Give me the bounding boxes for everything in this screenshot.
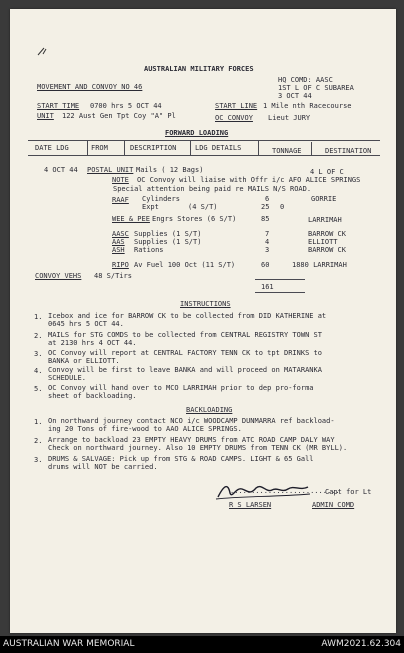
row-from: POSTAL UNIT	[87, 166, 134, 174]
convoy-vehs-value: 48 S/Tirs	[94, 272, 132, 280]
instruction-line: at 2130 hrs 4 OCT 44.	[48, 339, 137, 347]
backloading-line: drums will NOT be carried.	[48, 463, 158, 471]
unit-value: 122 Aust Gen Tpt Coy "A" Pl	[62, 112, 176, 120]
footer-institution: AUSTRALIAN WAR MEMORIAL	[3, 639, 135, 649]
row-tonnage: 4	[265, 238, 270, 246]
backloading-heading: BACKLOADING	[186, 406, 233, 414]
document-sheet	[10, 9, 396, 633]
row-description: Mails ( 12 Bags)	[136, 166, 204, 174]
row-tonnage: 3	[265, 246, 270, 254]
backloading-line: Arrange to backload 23 EMPTY HEAVY DRUMS from ATC ROAD CAMP DALY WAY	[48, 436, 335, 444]
table-top-rule	[28, 140, 380, 141]
instruction-line: Convoy will be first to leave BANKA and will proceed on MATARANKA	[48, 366, 322, 374]
instruction-line: sheet of backloading.	[48, 392, 137, 400]
row-tonnage: 85	[261, 215, 270, 223]
row-from: AAS	[112, 238, 125, 246]
note-text-2: Special attention being paid re MAILS N/S ROAD.	[113, 185, 312, 193]
row-description: Rations	[134, 246, 164, 254]
oc-convoy-label: OC CONVOY	[215, 114, 253, 122]
signature-name: R S LARSEN	[229, 501, 272, 509]
col-header-tonnage: TONNAGE	[272, 147, 302, 155]
row-description: Engrs Stores (6 S/T)	[152, 215, 237, 223]
row-description: Supplies (1 S/T)	[134, 230, 202, 238]
row-from: RIPO	[112, 261, 129, 269]
table-header-rule	[28, 155, 380, 156]
note-label: NOTE	[112, 176, 129, 184]
archive-footer	[0, 636, 404, 653]
instruction-line: BANKA or ELLIOTT.	[48, 357, 120, 365]
col-header-date: DATE LDG	[35, 144, 69, 152]
row-description: Av Fuel 100 Oct (11 S/T)	[134, 261, 236, 269]
instruction-line: Icebox and ice for BARROW CK to be collected from DID KATHERINE at	[48, 312, 327, 320]
row-destination: ELLIOTT	[308, 238, 338, 246]
row-from: WEE & PEE	[112, 215, 150, 223]
convoy-vehs-label: CONVOY VEHS	[35, 272, 82, 280]
instruction-number: 3.	[34, 350, 43, 358]
instruction-number: 4.	[34, 367, 43, 375]
total-rule-top	[255, 279, 305, 280]
row-from: AASC	[112, 230, 129, 238]
oc-convoy-value: Lieut JURY	[268, 114, 311, 122]
document-title: AUSTRALIAN MILITARY FORCES	[144, 65, 254, 73]
hq-line-2: 1ST L OF C SUBAREA	[278, 84, 354, 92]
backloading-number: 1.	[34, 418, 43, 426]
backloading-line: Check on northward journey. Also 10 EMPTY DRUMS from TENN CK (MR BYLL).	[48, 444, 348, 452]
col-header-description: DESCRIPTION	[130, 144, 177, 152]
row-destination: 4 L OF C	[310, 168, 344, 176]
footer-accession-number: AWM2021.62.304	[321, 639, 401, 649]
pencil-mark	[36, 45, 48, 57]
instruction-line: SCHEDULE.	[48, 374, 86, 382]
row-destination: BARROW CK	[308, 246, 346, 254]
total-rule-bottom	[255, 292, 305, 293]
start-line-label: START LINE	[215, 102, 258, 110]
backloading-number: 3.	[34, 456, 43, 464]
row-from: ASH	[112, 246, 125, 254]
row-destination: GORRIE	[311, 195, 337, 203]
backloading-line: ing 20 Tons of fire-wood to AAO ALICE SPRINGS.	[48, 425, 242, 433]
hq-date: 3 OCT 44	[278, 92, 312, 100]
instruction-line: OC Convoy will report at CENTRAL FACTORY TENN CK to tpt DRINKS to	[48, 349, 322, 357]
row-tonnage: 60	[261, 261, 270, 269]
start-time-label: START TIME	[37, 102, 80, 110]
col-header-destination: DESTINATION	[325, 147, 372, 155]
row-details: (4 S/T)	[188, 203, 218, 211]
row-tonnage: 6	[265, 195, 270, 203]
row-description: Expt	[142, 203, 159, 211]
row-destination: 0	[280, 203, 285, 211]
row-destination: LARRIMAH	[308, 216, 342, 224]
row-destination: 1880 LARRIMAH	[292, 261, 347, 269]
row-description: Supplies (1 S/T)	[134, 238, 202, 246]
instruction-number: 1.	[34, 313, 43, 321]
tonnage-total: 161	[261, 283, 274, 291]
instruction-number: 5.	[34, 385, 43, 393]
instructions-heading: INSTRUCTIONS	[180, 300, 231, 308]
note-text: OC Convoy will liaise with Offr i/c AFO ALICE SPRINGS	[137, 176, 361, 184]
start-line-value: 1 Mile nth Racecourse	[263, 102, 352, 110]
instruction-line: OC Convoy will hand over to MCO LARRIMAH prior to dep pro-forma	[48, 384, 314, 392]
instruction-line: MAILS for STG COMDS to be collected from CENTRAL REGISTRY TOWN ST	[48, 331, 322, 339]
movement-order-title: MOVEMENT AND CONVOY NO 46	[37, 83, 143, 91]
backloading-line: On northward journey contact NCO i/c WOODCAMP DUNMARRA ref backload-	[48, 417, 335, 425]
backloading-number: 2.	[34, 437, 43, 445]
row-date: 4 OCT 44	[44, 166, 78, 174]
start-time-value: 0700 hrs 5 OCT 44	[90, 102, 162, 110]
row-description: Cylinders	[142, 195, 180, 203]
unit-label: UNIT	[37, 112, 54, 120]
row-destination: BARROW CK	[308, 230, 346, 238]
signature-role: ADMIN COMD	[312, 501, 355, 509]
signature-dotted-line: ..........................	[230, 487, 340, 495]
col-header-ldg-details: LDG DETAILS	[195, 144, 242, 152]
row-tonnage: 7	[265, 230, 270, 238]
row-tonnage: 25	[261, 203, 270, 211]
instruction-number: 2.	[34, 332, 43, 340]
forward-loading-heading: FORWARD LOADING	[165, 129, 229, 137]
col-header-from: FROM	[91, 144, 108, 152]
instruction-line: 0645 hrs 5 OCT 44.	[48, 320, 124, 328]
hq-line-1: HQ COMD: AASC	[278, 76, 333, 84]
signature-rank: Capt for Lt	[325, 488, 372, 496]
row-from: RAAF	[112, 196, 129, 204]
backloading-line: DRUMS & SALVAGE: Pick up from STG & ROAD CAMPS. LIGHT & 65 Gall	[48, 455, 314, 463]
